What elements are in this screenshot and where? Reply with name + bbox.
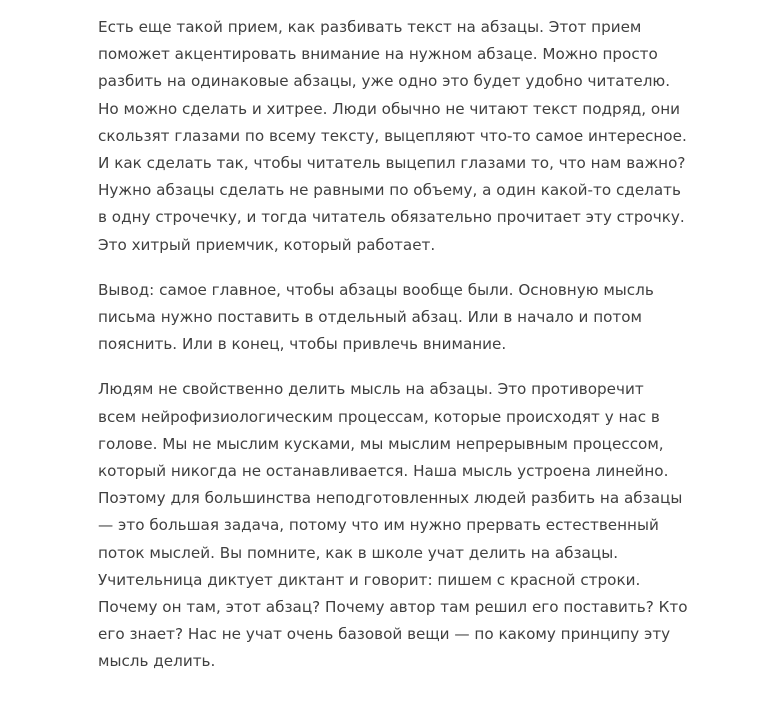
text-line: его знает? Нас не учат очень базовой вещи — по какому принципу эту bbox=[98, 625, 671, 644]
text-line: разбить на одинаковые абзацы, уже одно это будет удобно читателю. bbox=[98, 72, 671, 91]
text-line: Это хитрый приемчик, который работает. bbox=[98, 235, 436, 254]
text-line: Почему он там, этот абзац? Почему автор там решил его поставить? Кто bbox=[98, 598, 688, 617]
text-line: всем нейрофизиологическим процессам, которые происходят у нас в bbox=[98, 407, 660, 426]
text-line: И как сделать так, чтобы читатель выцепил глазами то, что нам важно? bbox=[98, 154, 686, 173]
paragraph-1 bbox=[98, 14, 687, 259]
text-line: поток мыслей. Вы помните, как в школе учат делить на абзацы. bbox=[98, 543, 619, 562]
paragraph-3 bbox=[98, 376, 688, 675]
text-line: пояснить. Или в конец, чтобы привлечь внимание. bbox=[98, 335, 507, 354]
text-line: Вывод: самое главное, чтобы абзацы вообще были. Основную мысль bbox=[98, 280, 654, 299]
text-line: письма нужно поставить в отдельный абзац. Или в начало и потом bbox=[98, 308, 643, 327]
text-line: поможет акцентировать внимание на нужном абзаце. Можно просто bbox=[98, 45, 658, 64]
text-line: Людям не свойственно делить мысль на абзацы. Это противоречит bbox=[98, 380, 644, 399]
text-line: голове. Мы не мыслим кусками, мы мыслим непрерывным процессом, bbox=[98, 434, 664, 453]
text-line: в одну строчечку, и тогда читатель обязательно прочитает эту строчку. bbox=[98, 208, 685, 227]
text-line: Учительница диктует диктант и говорит: пишем с красной строки. bbox=[98, 570, 641, 589]
text-line: Но можно сделать и хитрее. Люди обычно не читают текст подряд, они bbox=[98, 99, 681, 118]
text-line: — это большая задача, потому что им нужно прервать естественный bbox=[98, 516, 659, 535]
text-line: скользят глазами по всему тексту, выцепляют что-то самое интересное. bbox=[98, 126, 687, 145]
text-line: мысль делить. bbox=[98, 652, 216, 671]
text-line: Нужно абзацы сделать не равными по объему, а один какой-то сделать bbox=[98, 181, 681, 200]
text-line: который никогда не останавливается. Наша мысль устроена линейно. bbox=[98, 462, 669, 481]
article-body bbox=[98, 14, 688, 694]
text-line: Есть еще такой прием, как разбивать текст на абзацы. Этот прием bbox=[98, 18, 642, 36]
text-line: Поэтому для большинства неподготовленных людей разбить на абзацы bbox=[98, 489, 683, 508]
paragraph-2 bbox=[98, 277, 673, 359]
